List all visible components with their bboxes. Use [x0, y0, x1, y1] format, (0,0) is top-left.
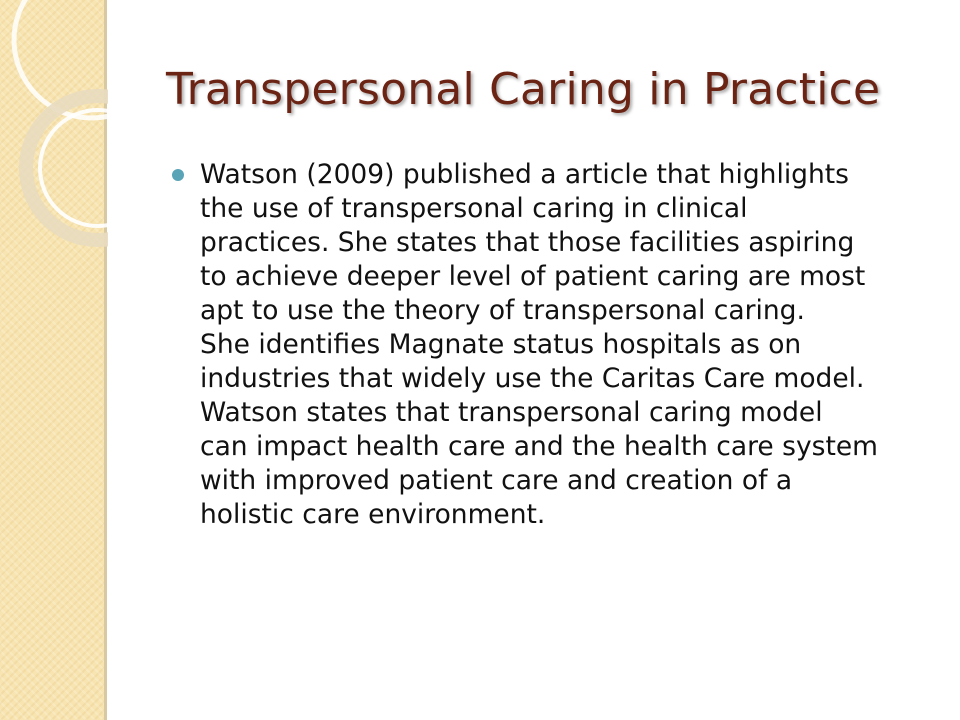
bullet-line: Watson states that transpersonal caring model: [200, 397, 823, 428]
bullet-line: with improved patient care and creation of a: [200, 465, 793, 496]
slide-title: Transpersonal Caring in Practice: [166, 64, 881, 115]
bullet-line: Watson (2009) published a article that highlights: [200, 159, 849, 190]
bullet-line: industries that widely use the Caritas Care model.: [200, 363, 865, 394]
decorative-circles: [0, 0, 108, 260]
bullet-line: holistic care environment.: [200, 499, 546, 530]
slide-content: [172, 158, 942, 532]
bullet-line: the use of transpersonal caring in clinical: [200, 193, 748, 224]
bullet-line: practices. She states that those facilities aspiring: [200, 227, 855, 258]
bullet-line: to achieve deeper level of patient caring are most: [200, 261, 866, 292]
bullet-line: can impact health care and the health care system: [200, 431, 878, 462]
bullet-line: She identifies Magnate status hospitals as on: [200, 329, 802, 360]
bullet-text: [200, 158, 942, 532]
bullet-dot-icon: [172, 169, 184, 181]
bullet-item: [172, 158, 942, 532]
bullet-line: apt to use the theory of transpersonal caring.: [200, 295, 805, 326]
